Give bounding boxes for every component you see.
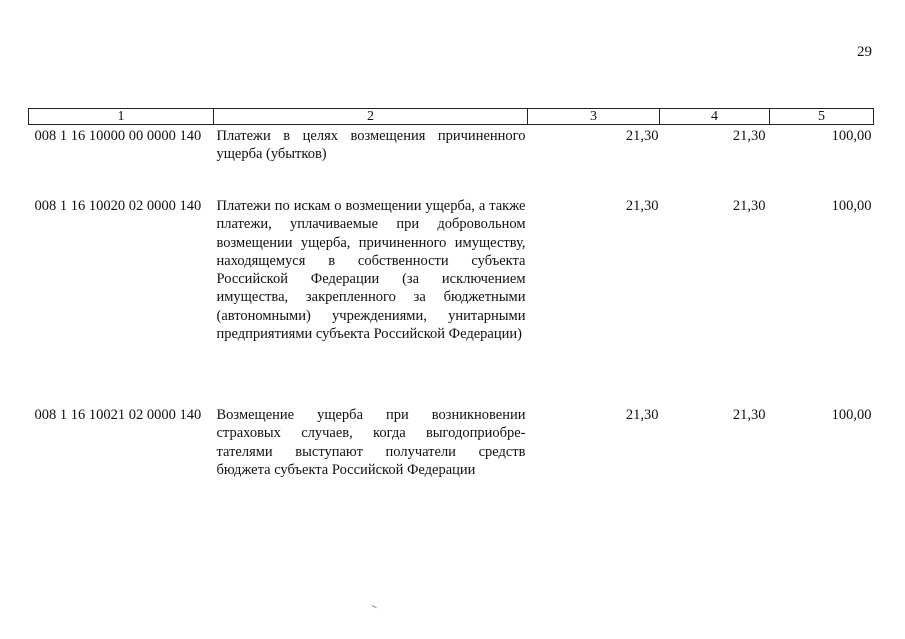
- row-code: 008 1 16 10021 02 0000 140: [34, 407, 202, 423]
- row-value-col4: 21,30: [732, 198, 766, 214]
- header-col-5: 5: [770, 109, 874, 125]
- table-row: [29, 125, 874, 196]
- row-code: 008 1 16 10000 00 0000 140: [34, 128, 202, 144]
- table-row: [29, 195, 874, 404]
- scan-artifact: [370, 605, 376, 611]
- row-value-col3: 21,30: [625, 198, 659, 214]
- header-row: [29, 109, 874, 125]
- row-value-col3: 21,30: [625, 128, 659, 144]
- table-row: [29, 404, 874, 486]
- row-name: Возмещение ущерба при возникновении страховых случаев, когда выгодоприобре-тателями выступают получатели средств бюджета субъекта Российской Федерации: [216, 407, 526, 478]
- row-value-col4: 21,30: [732, 128, 766, 144]
- row-value-col4: 21,30: [732, 407, 766, 423]
- header-col-2: 2: [214, 109, 528, 125]
- row-value-col3: 21,30: [625, 407, 659, 423]
- row-name: Платежи в целях возмещения причиненного ущерба (убытков): [216, 128, 526, 163]
- header-col-3: 3: [528, 109, 660, 125]
- row-name: Платежи по искам о возмещении ущерба, а также платежи, уплачиваемые при добровольном возмещении ущерба, причиненного имуществу, находящемуся в собственности субъекта Российской Федерации (за исключением имущества, закрепленного за бюджетными (автономными) учреждениями, унитарными предприятиями субъекта Российской Федерации): [216, 198, 526, 343]
- budget-table: [28, 108, 874, 486]
- page-number: 29: [857, 44, 872, 60]
- header-col-1: 1: [29, 109, 214, 125]
- table-header: [29, 109, 874, 125]
- table-body: [29, 125, 874, 487]
- row-value-col5: 100,00: [831, 407, 872, 423]
- row-code: 008 1 16 10020 02 0000 140: [34, 198, 202, 214]
- header-col-4: 4: [660, 109, 770, 125]
- row-value-col5: 100,00: [831, 128, 872, 144]
- row-value-col5: 100,00: [831, 198, 872, 214]
